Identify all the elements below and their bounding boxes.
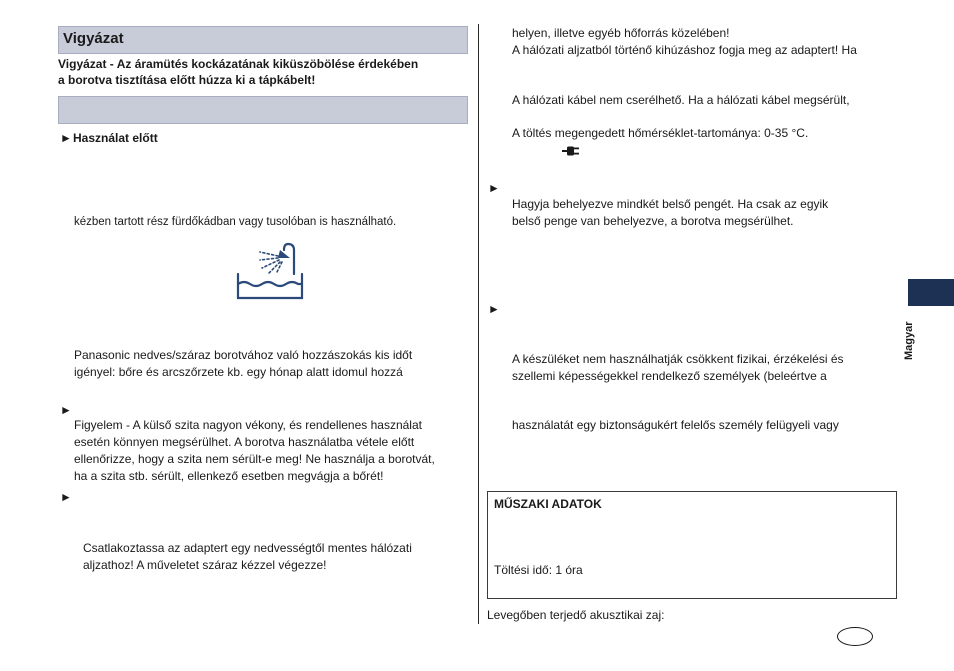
warning-title-bar [58, 26, 468, 54]
warning-line-1: Vigyázat - Az áramütés kockázatának kiküszöbölése érdekében [58, 57, 419, 71]
bullet-triangle: ► [60, 131, 72, 145]
bullet-triangle: ► [60, 403, 72, 417]
para2-line-1: Figyelem - A külső szita nagyon vékony, és rendellenes használat [74, 418, 422, 432]
warning-title: Vigyázat [63, 30, 124, 47]
spec-title: MŰSZAKI ADATOK [494, 497, 602, 511]
plug-icon [562, 145, 580, 157]
para3-line-1: Csatlakoztassa az adaptert egy nedvességtől mentes hálózati [83, 541, 412, 555]
blade-line-2: belső penge van behelyezve, a borotva megsérülhet. [512, 214, 794, 228]
column-divider [478, 24, 479, 624]
right-line-3: A hálózati kábel nem cserélhető. Ha a hálózati kábel megsérült, [512, 93, 850, 107]
para1-line-1: Panasonic nedves/száraz borotvához való hozzászokás kis időt [74, 348, 413, 362]
right-line-1: helyen, illetve egyéb hőforrás közelében! [512, 26, 730, 40]
blade-line-1: Hagyja behelyezve mindkét belső pengét. Ha csak az egyik [512, 197, 829, 211]
bullet-triangle: ► [488, 302, 500, 316]
before-use-label: Használat előtt [73, 131, 158, 145]
language-tab [908, 279, 954, 306]
para3-line-2: aljzathoz! A műveletet száraz kézzel végezze! [83, 558, 327, 572]
bullet-triangle: ► [60, 490, 72, 504]
warning-line-2: a borotva tisztítása előtt húzza ki a tápkábelt! [58, 73, 316, 87]
para1-line-2: igényel: bőre és arcszőrzete kb. egy hónap alatt idomul hozzá [74, 365, 403, 379]
right-line-2: A hálózati aljzatból történő kihúzáshoz fogja meg az adaptert! Ha [512, 43, 857, 57]
shower-bath-icon [230, 240, 310, 304]
spec-box [487, 491, 897, 599]
persons-line-2: szellemi képességekkel rendelkező személyek (beleértve a [512, 369, 827, 383]
para2-line-2: esetén könnyen megsérülhet. A borotva használatba vétele előtt [74, 435, 415, 449]
persons-line-1: A készüléket nem használhatják csökkent fizikai, érzékelési és [512, 352, 844, 366]
bullet-triangle: ► [488, 181, 500, 195]
language-label: Magyar [903, 321, 915, 360]
bath-usage-text: kézben tartott rész fürdőkádban vagy tusolóban is használható. [74, 216, 397, 228]
blank-section-bar [58, 96, 468, 124]
persons-line-3: használatát egy biztonságukért felelős személy felügyeli vagy [512, 418, 839, 432]
charge-time: Töltési idő: 1 óra [494, 563, 583, 577]
noise-label: Levegőben terjedő akusztikai zaj: [487, 608, 665, 622]
para2-line-4: ha a szita stb. sérült, ellenkező esetben megvágja a bőrét! [74, 469, 384, 483]
language-oval-icon [837, 627, 873, 646]
para2-line-3: ellenőrizze, hogy a szita nem sérült-e meg! Ne használja a borotvát, [74, 452, 435, 466]
right-line-4: A töltés megengedett hőmérséklet-tartománya: 0-35 °C. [512, 126, 809, 140]
